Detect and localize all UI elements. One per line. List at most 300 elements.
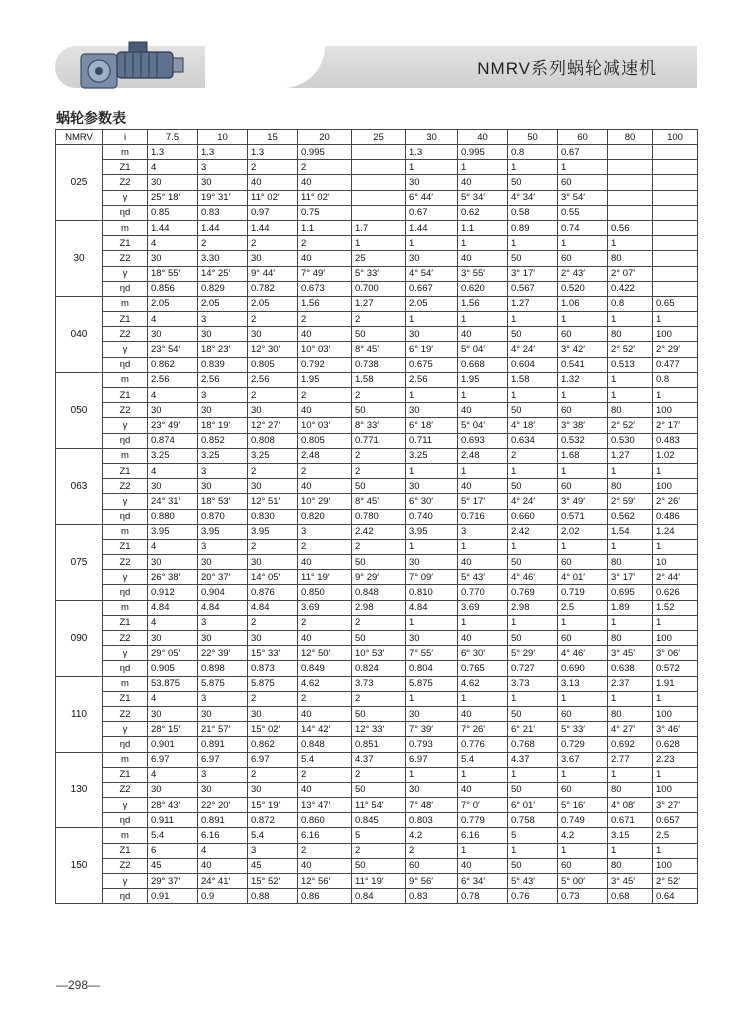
value-cell: 5.875 xyxy=(198,676,248,691)
value-cell: 2 xyxy=(248,539,298,554)
header-title: NMRV系列蜗轮减速机 xyxy=(477,59,657,78)
value-cell: 1.06 xyxy=(558,296,608,311)
value-cell: 2 xyxy=(248,463,298,478)
value-cell: 5° 17′ xyxy=(458,494,508,509)
value-cell: 0.780 xyxy=(352,509,406,524)
value-cell: 0.860 xyxy=(298,813,352,828)
value-cell: 5 xyxy=(508,828,558,843)
value-cell: 30 xyxy=(148,251,198,266)
table-row xyxy=(56,722,698,737)
table-row xyxy=(56,357,698,372)
value-cell: 0.848 xyxy=(298,737,352,752)
value-cell: 3.95 xyxy=(198,524,248,539)
value-cell: 30 xyxy=(406,706,458,721)
value-cell: 80 xyxy=(608,555,653,570)
table-row xyxy=(56,858,698,873)
value-cell: 1 xyxy=(508,539,558,554)
value-cell: 3.73 xyxy=(508,676,558,691)
value-cell: 0.845 xyxy=(352,813,406,828)
value-cell: 4 xyxy=(148,539,198,554)
value-cell: 3° 38′ xyxy=(558,418,608,433)
value-cell: 2.77 xyxy=(608,752,653,767)
model-cell: 050 xyxy=(56,372,103,448)
value-cell xyxy=(653,160,698,175)
value-cell: 25 xyxy=(352,251,406,266)
value-cell: 0.85 xyxy=(148,205,198,220)
value-cell: 0.700 xyxy=(352,281,406,296)
value-cell: 0.628 xyxy=(653,737,698,752)
value-cell: 50 xyxy=(508,251,558,266)
column-header: 7.5 xyxy=(148,130,198,145)
table-row xyxy=(56,463,698,478)
value-cell: 2.5 xyxy=(558,600,608,615)
value-cell: 7° 48′ xyxy=(406,798,458,813)
value-cell: 0.805 xyxy=(248,357,298,372)
value-cell xyxy=(352,145,406,160)
value-cell: 18° 53′ xyxy=(198,494,248,509)
value-cell: 0.65 xyxy=(653,296,698,311)
value-cell: 3.30 xyxy=(198,251,248,266)
value-cell: 0.83 xyxy=(406,889,458,904)
value-cell: 0.73 xyxy=(558,889,608,904)
symbol-cell: γ xyxy=(103,646,148,661)
value-cell: 0.719 xyxy=(558,585,608,600)
value-cell: 2 xyxy=(298,463,352,478)
symbol-cell: Z2 xyxy=(103,631,148,646)
value-cell: 0.749 xyxy=(558,813,608,828)
value-cell: 2 xyxy=(352,312,406,327)
value-cell: 4° 01′ xyxy=(558,570,608,585)
value-cell: 80 xyxy=(608,327,653,342)
value-cell: 1 xyxy=(406,463,458,478)
value-cell: 1 xyxy=(558,160,608,175)
symbol-cell: Z1 xyxy=(103,388,148,403)
value-cell: 21° 57′ xyxy=(198,722,248,737)
value-cell: 2° 44′ xyxy=(653,570,698,585)
value-cell: 1 xyxy=(458,767,508,782)
value-cell: 1 xyxy=(508,843,558,858)
table-row xyxy=(56,509,698,524)
value-cell: 4 xyxy=(148,312,198,327)
value-cell: 30 xyxy=(198,782,248,797)
value-cell: 1 xyxy=(352,236,406,251)
value-cell: 2.05 xyxy=(248,296,298,311)
value-cell: 100 xyxy=(653,782,698,797)
model-cell: 090 xyxy=(56,600,103,676)
value-cell: 13° 47′ xyxy=(298,798,352,813)
value-cell: 2.5 xyxy=(653,828,698,843)
table-row xyxy=(56,889,698,904)
value-cell: 40 xyxy=(458,631,508,646)
value-cell: 1 xyxy=(608,539,653,554)
table-row xyxy=(56,281,698,296)
value-cell: 2 xyxy=(298,236,352,251)
value-cell: 18° 19′ xyxy=(198,418,248,433)
value-cell: 1.68 xyxy=(558,448,608,463)
value-cell: 3° 17′ xyxy=(508,266,558,281)
value-cell: 1 xyxy=(608,236,653,251)
value-cell: 1 xyxy=(508,463,558,478)
value-cell: 5° 33′ xyxy=(352,266,406,281)
value-cell: 40 xyxy=(298,403,352,418)
value-cell: 40 xyxy=(298,631,352,646)
value-cell: 0.620 xyxy=(458,281,508,296)
value-cell: 50 xyxy=(352,782,406,797)
value-cell: 4.62 xyxy=(298,676,352,691)
value-cell: 50 xyxy=(352,479,406,494)
value-cell: 0.711 xyxy=(406,433,458,448)
value-cell: 30 xyxy=(148,555,198,570)
value-cell: 15° 33′ xyxy=(248,646,298,661)
model-cell: 30 xyxy=(56,220,103,296)
value-cell: 3 xyxy=(198,767,248,782)
value-cell: 1 xyxy=(458,843,508,858)
value-cell: 12° 50′ xyxy=(298,646,352,661)
value-cell: 60 xyxy=(558,631,608,646)
value-cell: 3° 54′ xyxy=(558,190,608,205)
column-header: 15 xyxy=(248,130,298,145)
value-cell: 1 xyxy=(406,615,458,630)
value-cell: 5° 34′ xyxy=(458,190,508,205)
value-cell: 100 xyxy=(653,858,698,873)
value-cell: 1 xyxy=(608,372,653,387)
value-cell: 4 xyxy=(148,236,198,251)
value-cell: 1.27 xyxy=(608,448,653,463)
column-header: 40 xyxy=(458,130,508,145)
table-row xyxy=(56,251,698,266)
value-cell: 0.91 xyxy=(148,889,198,904)
value-cell: 1 xyxy=(558,463,608,478)
model-cell: 040 xyxy=(56,296,103,372)
value-cell: 2.42 xyxy=(352,524,406,539)
value-cell: 50 xyxy=(508,555,558,570)
value-cell: 1 xyxy=(508,312,558,327)
symbol-cell: ηd xyxy=(103,889,148,904)
value-cell: 1 xyxy=(508,388,558,403)
value-cell: 0.880 xyxy=(148,509,198,524)
value-cell: 5 xyxy=(352,828,406,843)
value-cell: 15° 19′ xyxy=(248,798,298,813)
value-cell: 6.97 xyxy=(406,752,458,767)
value-cell: 53.875 xyxy=(148,676,198,691)
value-cell: 3.73 xyxy=(352,676,406,691)
value-cell: 0.727 xyxy=(508,661,558,676)
value-cell: 6° 01′ xyxy=(508,798,558,813)
value-cell: 6.97 xyxy=(148,752,198,767)
value-cell: 4 xyxy=(198,843,248,858)
value-cell: 0.810 xyxy=(406,585,458,600)
value-cell: 50 xyxy=(352,858,406,873)
value-cell: 2 xyxy=(352,691,406,706)
value-cell: 30 xyxy=(248,403,298,418)
value-cell: 10° 03′ xyxy=(298,342,352,357)
value-cell: 1.1 xyxy=(298,220,352,235)
value-cell: 8° 45′ xyxy=(352,342,406,357)
value-cell: 6.97 xyxy=(198,752,248,767)
value-cell: 1 xyxy=(458,615,508,630)
value-cell: 1.58 xyxy=(508,372,558,387)
model-cell: 025 xyxy=(56,145,103,221)
value-cell: 3.67 xyxy=(558,752,608,767)
value-cell: 0.67 xyxy=(406,205,458,220)
value-cell: 4° 46′ xyxy=(558,646,608,661)
value-cell: 0.898 xyxy=(198,661,248,676)
value-cell: 2° 17′ xyxy=(653,418,698,433)
value-cell: 1.89 xyxy=(608,600,653,615)
section-title: 蜗轮参数表 xyxy=(56,110,126,126)
value-cell: 0.850 xyxy=(298,585,352,600)
value-cell: 100 xyxy=(653,403,698,418)
value-cell: 2 xyxy=(248,388,298,403)
value-cell: 1 xyxy=(406,160,458,175)
value-cell: 4.84 xyxy=(406,600,458,615)
symbol-cell: Z2 xyxy=(103,251,148,266)
table-row xyxy=(56,448,698,463)
value-cell: 15° 52′ xyxy=(248,874,298,889)
value-cell: 2.56 xyxy=(198,372,248,387)
value-cell: 11° 19′ xyxy=(352,874,406,889)
value-cell: 2 xyxy=(248,236,298,251)
value-cell: 12° 30′ xyxy=(248,342,298,357)
symbol-cell: m xyxy=(103,752,148,767)
value-cell: 0.771 xyxy=(352,433,406,448)
table-row xyxy=(56,752,698,767)
value-cell: 1.3 xyxy=(406,145,458,160)
value-cell: 5° 29′ xyxy=(508,646,558,661)
value-cell: 5° 16′ xyxy=(558,798,608,813)
value-cell: 1.7 xyxy=(352,220,406,235)
table-row xyxy=(56,296,698,311)
value-cell: 7° 0′ xyxy=(458,798,508,813)
value-cell: 30 xyxy=(406,782,458,797)
value-cell: 11° 02′ xyxy=(298,190,352,205)
value-cell: 3.69 xyxy=(298,600,352,615)
value-cell: 40 xyxy=(458,479,508,494)
value-cell: 40 xyxy=(298,858,352,873)
model-cell: 075 xyxy=(56,524,103,600)
value-cell: 3° 06′ xyxy=(653,646,698,661)
value-cell: 40 xyxy=(248,175,298,190)
table-row xyxy=(56,312,698,327)
value-cell: 0.803 xyxy=(406,813,458,828)
value-cell: 3.95 xyxy=(406,524,458,539)
value-cell: 3.13 xyxy=(558,676,608,691)
value-cell: 60 xyxy=(558,327,608,342)
value-cell: 1 xyxy=(558,843,608,858)
value-cell: 1 xyxy=(653,388,698,403)
value-cell: 0.541 xyxy=(558,357,608,372)
value-cell: 40 xyxy=(298,555,352,570)
table-row xyxy=(56,843,698,858)
value-cell xyxy=(653,220,698,235)
symbol-cell: m xyxy=(103,600,148,615)
model-cell: 150 xyxy=(56,828,103,904)
value-cell: 0.58 xyxy=(508,205,558,220)
symbol-cell: γ xyxy=(103,570,148,585)
value-cell: 19° 31′ xyxy=(198,190,248,205)
value-cell: 50 xyxy=(508,858,558,873)
value-cell: 0.872 xyxy=(248,813,298,828)
value-cell: 5° 43′ xyxy=(458,570,508,585)
value-cell: 0.738 xyxy=(352,357,406,372)
value-cell xyxy=(653,175,698,190)
value-cell: 0.64 xyxy=(653,889,698,904)
value-cell: 4 xyxy=(148,767,198,782)
page-number: —298— xyxy=(56,978,101,992)
value-cell: 2 xyxy=(352,539,406,554)
symbol-cell: Z1 xyxy=(103,767,148,782)
value-cell: 0.852 xyxy=(198,433,248,448)
table-row xyxy=(56,646,698,661)
value-cell: 40 xyxy=(458,403,508,418)
value-cell: 1 xyxy=(458,539,508,554)
value-cell: 2 xyxy=(298,539,352,554)
value-cell: 3° 45′ xyxy=(608,646,653,661)
value-cell: 5.4 xyxy=(248,828,298,843)
value-cell: 80 xyxy=(608,782,653,797)
value-cell: 0.824 xyxy=(352,661,406,676)
value-cell: 0.876 xyxy=(248,585,298,600)
value-cell: 2.05 xyxy=(406,296,458,311)
value-cell: 3.25 xyxy=(406,448,458,463)
symbol-cell: m xyxy=(103,828,148,843)
value-cell: 0.9 xyxy=(198,889,248,904)
symbol-cell: Z1 xyxy=(103,463,148,478)
value-cell: 0.88 xyxy=(248,889,298,904)
value-cell: 0.422 xyxy=(608,281,653,296)
gear-motor-icon xyxy=(77,40,187,90)
symbol-cell: m xyxy=(103,372,148,387)
value-cell: 2° 43′ xyxy=(558,266,608,281)
table-row xyxy=(56,205,698,220)
value-cell: 0.675 xyxy=(406,357,458,372)
value-cell: 60 xyxy=(558,782,608,797)
value-cell: 30 xyxy=(148,327,198,342)
value-cell: 3.95 xyxy=(148,524,198,539)
value-cell: 3° 49′ xyxy=(558,494,608,509)
value-cell: 0.839 xyxy=(198,357,248,372)
value-cell: 100 xyxy=(653,327,698,342)
value-cell: 50 xyxy=(352,706,406,721)
value-cell: 60 xyxy=(558,555,608,570)
value-cell: 30 xyxy=(248,251,298,266)
value-cell: 0.83 xyxy=(198,205,248,220)
value-cell: 4.84 xyxy=(148,600,198,615)
table-row xyxy=(56,433,698,448)
value-cell: 40 xyxy=(298,327,352,342)
column-header: NMRV xyxy=(56,130,103,145)
value-cell: 0.67 xyxy=(558,145,608,160)
table-row xyxy=(56,615,698,630)
value-cell: 1 xyxy=(558,388,608,403)
value-cell: 1.44 xyxy=(406,220,458,235)
value-cell: 0.56 xyxy=(608,220,653,235)
table-row xyxy=(56,828,698,843)
value-cell: 30 xyxy=(248,631,298,646)
value-cell xyxy=(352,175,406,190)
value-cell: 0.562 xyxy=(608,509,653,524)
value-cell: 22° 20′ xyxy=(198,798,248,813)
value-cell: 2 xyxy=(298,160,352,175)
value-cell: 3.15 xyxy=(608,828,653,843)
symbol-cell: γ xyxy=(103,266,148,281)
symbol-cell: γ xyxy=(103,722,148,737)
table-row xyxy=(56,539,698,554)
value-cell: 0.758 xyxy=(508,813,558,828)
value-cell: 14° 05′ xyxy=(248,570,298,585)
value-cell xyxy=(608,145,653,160)
table-row xyxy=(56,570,698,585)
value-cell: 0.532 xyxy=(558,433,608,448)
value-cell: 5° 04′ xyxy=(458,418,508,433)
value-cell: 0.76 xyxy=(508,889,558,904)
value-cell: 1 xyxy=(406,539,458,554)
value-cell: 1 xyxy=(558,539,608,554)
value-cell: 1.44 xyxy=(198,220,248,235)
value-cell: 1 xyxy=(558,312,608,327)
value-cell: 4° 34′ xyxy=(508,190,558,205)
value-cell xyxy=(608,175,653,190)
value-cell: 0.604 xyxy=(508,357,558,372)
value-cell: 2.42 xyxy=(508,524,558,539)
value-cell: 2 xyxy=(352,767,406,782)
value-cell: 2.56 xyxy=(148,372,198,387)
symbol-cell: Z1 xyxy=(103,539,148,554)
value-cell: 0.779 xyxy=(458,813,508,828)
value-cell: 40 xyxy=(458,706,508,721)
value-cell: 2.56 xyxy=(406,372,458,387)
value-cell xyxy=(653,251,698,266)
value-cell: 0.904 xyxy=(198,585,248,600)
value-cell: 6° 21′ xyxy=(508,722,558,737)
model-cell: 063 xyxy=(56,448,103,524)
value-cell: 30 xyxy=(406,555,458,570)
value-cell: 50 xyxy=(508,782,558,797)
value-cell: 0.995 xyxy=(458,145,508,160)
value-cell: 60 xyxy=(558,858,608,873)
value-cell: 0.638 xyxy=(608,661,653,676)
value-cell: 0.792 xyxy=(298,357,352,372)
value-cell: 1 xyxy=(406,691,458,706)
value-cell: 50 xyxy=(508,631,558,646)
value-cell: 2° 52′ xyxy=(653,874,698,889)
value-cell: 80 xyxy=(608,706,653,721)
model-cell: 130 xyxy=(56,752,103,828)
value-cell: 2 xyxy=(508,448,558,463)
value-cell: 7° 55′ xyxy=(406,646,458,661)
value-cell: 45 xyxy=(148,858,198,873)
symbol-cell: Z2 xyxy=(103,555,148,570)
value-cell: 30 xyxy=(198,706,248,721)
value-cell: 2.05 xyxy=(198,296,248,311)
value-cell xyxy=(352,160,406,175)
value-cell: 6° 34′ xyxy=(458,874,508,889)
value-cell: 3 xyxy=(198,463,248,478)
value-cell: 1.52 xyxy=(653,600,698,615)
value-cell: 0.873 xyxy=(248,661,298,676)
value-cell: 0.804 xyxy=(406,661,458,676)
value-cell: 1.27 xyxy=(352,296,406,311)
value-cell: 80 xyxy=(608,858,653,873)
value-cell: 2 xyxy=(248,160,298,175)
value-cell: 0.793 xyxy=(406,737,458,752)
value-cell: 0.671 xyxy=(608,813,653,828)
value-cell: 1.44 xyxy=(248,220,298,235)
table-row xyxy=(56,418,698,433)
value-cell: 0.769 xyxy=(508,585,558,600)
value-cell: 1 xyxy=(608,463,653,478)
value-cell: 0.571 xyxy=(558,509,608,524)
